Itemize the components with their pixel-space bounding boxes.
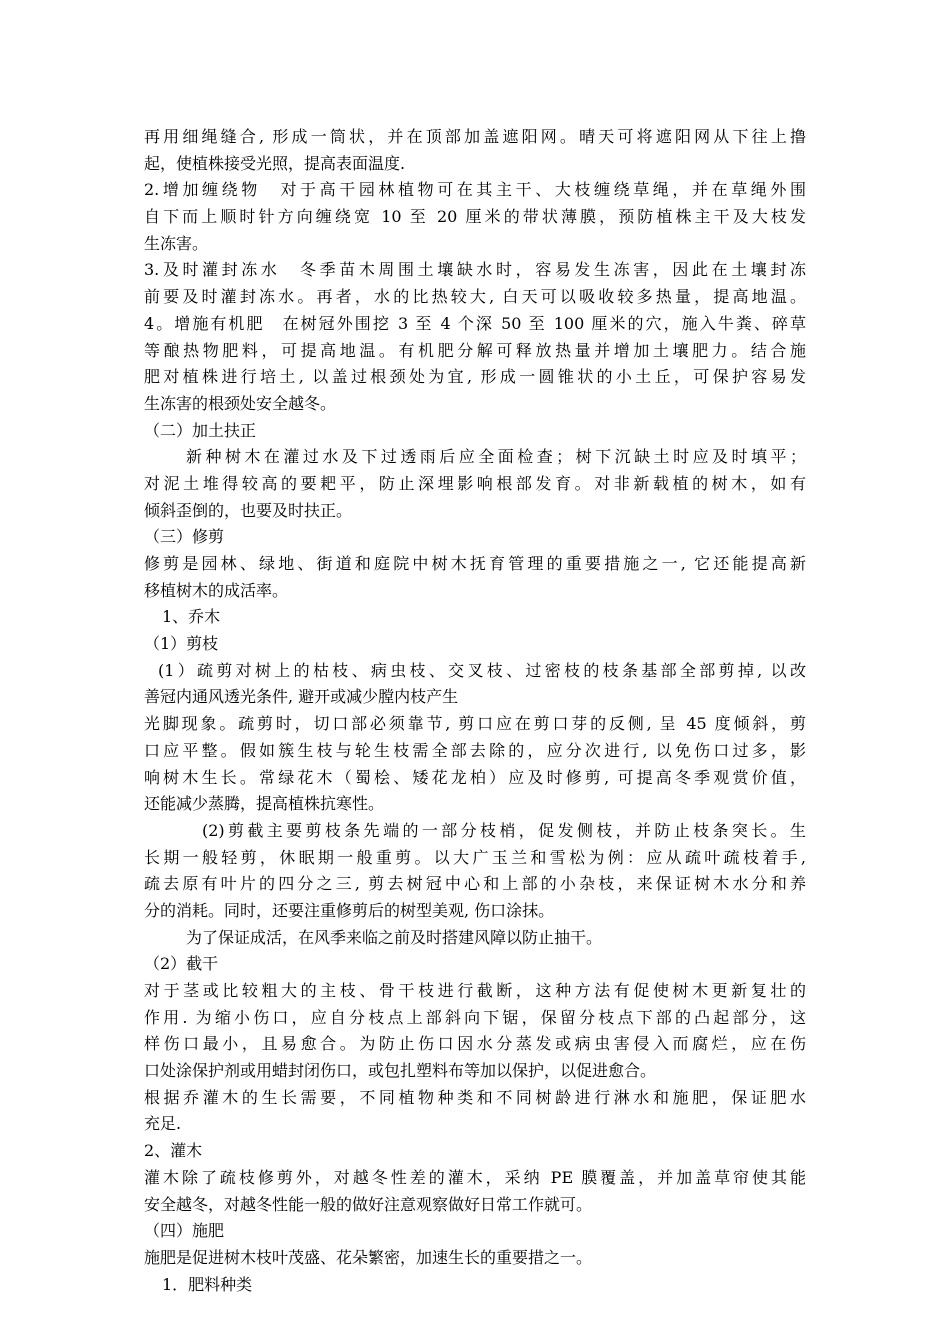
subsection-heading: （2）截干: [144, 954, 219, 974]
paragraph-line: (2)剪截主要剪枝条先端的一部分枝梢，促发侧枝，并防止枝条突长。生: [202, 820, 806, 840]
subsection-heading: 2、灌木: [144, 1141, 203, 1161]
subsection-heading: 1．肥料种类: [162, 1274, 253, 1294]
paragraph-line: (1）疏剪对树上的枯枝、病虫枝、交叉枝、过密枝的枝条基部全部剪掉, 以改: [158, 660, 806, 680]
paragraph-line: 作用. 为缩小伤口，应自分枝点上部斜向下锯，保留分枝点下部的凸起部分，这: [144, 1007, 806, 1027]
paragraph-line: 口处涂保护剂或用蜡封闭伤口，或包扎塑料布等加以保护，以促进愈合。: [144, 1061, 657, 1081]
paragraph-line: 对泥土堆得较高的要耙平，防止深埋影响根部发育。对非新载植的树木，如有: [144, 473, 806, 493]
paragraph-line: 疏去原有叶片的四分之三, 剪去树冠中心和上部的小杂枝，来保证树木水分和养: [144, 874, 806, 894]
paragraph-line: 起，使植株接受光照，提高表面温度.: [144, 153, 406, 173]
paragraph-line: 为了保证成活，在风季来临之前及时搭建风障以防止抽干。: [186, 927, 603, 947]
paragraph-line: 等酿热物肥料，可提高地温。有机肥分解可释放热量并增加土壤肥力。结合施: [144, 340, 806, 360]
paragraph-line: 口应平整。假如簇生枝与轮生枝需全部去除的，应分次进行, 以免伤口过多，影: [144, 740, 806, 760]
paragraph-line: 倾斜歪倒的，也要及时扶正。: [144, 500, 353, 520]
subsection-heading: 1、乔木: [162, 607, 221, 627]
section-heading: （二）加土扶正: [144, 420, 257, 440]
paragraph-line: 生冻害。: [144, 233, 209, 253]
paragraph-line: 修剪是园林、绿地、街道和庭院中树木抚育管理的重要措施之一, 它还能提高新: [144, 554, 806, 573]
list-item-heading: 4。增施有机肥 在树冠外围挖 3 至 4 个深 50 至 100 厘米的穴，施入牛粪、碎草: [144, 313, 806, 333]
paragraph-line: 移植树木的成活率。: [144, 580, 289, 600]
section-heading: （三）修剪: [144, 527, 225, 547]
paragraph-line: 施肥是促进树木枝叶茂盛、花朵繁密，加速生长的重要措之一。: [144, 1247, 593, 1267]
paragraph-line: 还能减少蒸腾，提高植株抗寒性。: [144, 794, 385, 814]
paragraph-line: 长期一般轻剪，休眠期一般重剪。以大广玉兰和雪松为例：应从疏叶疏枝着手,: [144, 847, 806, 867]
paragraph-line: 自下而上顺时针方向缠绕宽 10 至 20 厘米的带状薄膜，预防植株主干及大枝发: [144, 207, 806, 227]
paragraph-line: 善冠内通风透光条件, 避开或减少膛内枝产生: [144, 687, 459, 707]
paragraph-line: 根据乔灌木的生长需要，不同植物种类和不同树龄进行淋水和施肥，保证肥水: [144, 1087, 806, 1107]
paragraph-line: 灌木除了疏枝修剪外，对越冬性差的灌木，采纳 PE 膜覆盖，并加盖草帘使其能: [144, 1167, 806, 1187]
subsection-heading: （1）剪枝: [144, 634, 219, 654]
paragraph-line: 新种树木在灌过水及下过透雨后应全面检查；树下沉缺土时应及时填平；: [186, 447, 806, 467]
paragraph-line: 光脚现象。疏剪时，切口部必须靠节, 剪口应在剪口芽的反侧, 呈 45 度倾斜，剪: [144, 714, 806, 734]
paragraph-line: 响树木生长。常绿花木（蜀桧、矮花龙柏）应及时修剪, 可提高冬季观赏价值，: [144, 767, 806, 787]
paragraph-line: 样伤口最小，且易愈合。为防止伤口因水分蒸发或病虫害侵入而腐烂，应在伤: [144, 1034, 806, 1054]
paragraph-line: 充足.: [144, 1114, 182, 1134]
paragraph-line: 对于茎或比较粗大的主枝、骨干枝进行截断，这种方法有促使树木更新复壮的: [144, 981, 806, 1000]
section-heading: （四）施肥: [144, 1221, 225, 1241]
paragraph-line: 分的消耗。同时，还要注重修剪后的树型美观, 伤口涂抹。: [144, 900, 555, 920]
paragraph-line: 再用细绳缝合, 形成一筒状，并在顶部加盖遮阳网。晴天可将遮阳网从下往上撸: [144, 127, 806, 146]
paragraph-line: 生冻害的根颈处安全越冬。: [144, 393, 337, 413]
list-item-heading: 3.及时灌封冻水 冬季苗木周围土壤缺水时，容易发生冻害，因此在土壤封冻: [144, 260, 806, 280]
document-page: [144, 124, 806, 1298]
paragraph-line: 前要及时灌封冻水。再者，水的比热较大, 白天可以吸收较多热量，提高地温。: [144, 287, 806, 307]
paragraph-line: 安全越冬，对越冬性能一般的做好注意观察做好日常工作就可。: [144, 1194, 593, 1214]
list-item-heading: 2.增加缠绕物 对于高干园林植物可在其主干、大枝缠绕草绳，并在草绳外围: [144, 180, 806, 200]
paragraph-line: 肥对植株进行培土, 以盖过根颈处为宜, 形成一圆锥状的小土丘，可保护容易发: [144, 367, 806, 387]
